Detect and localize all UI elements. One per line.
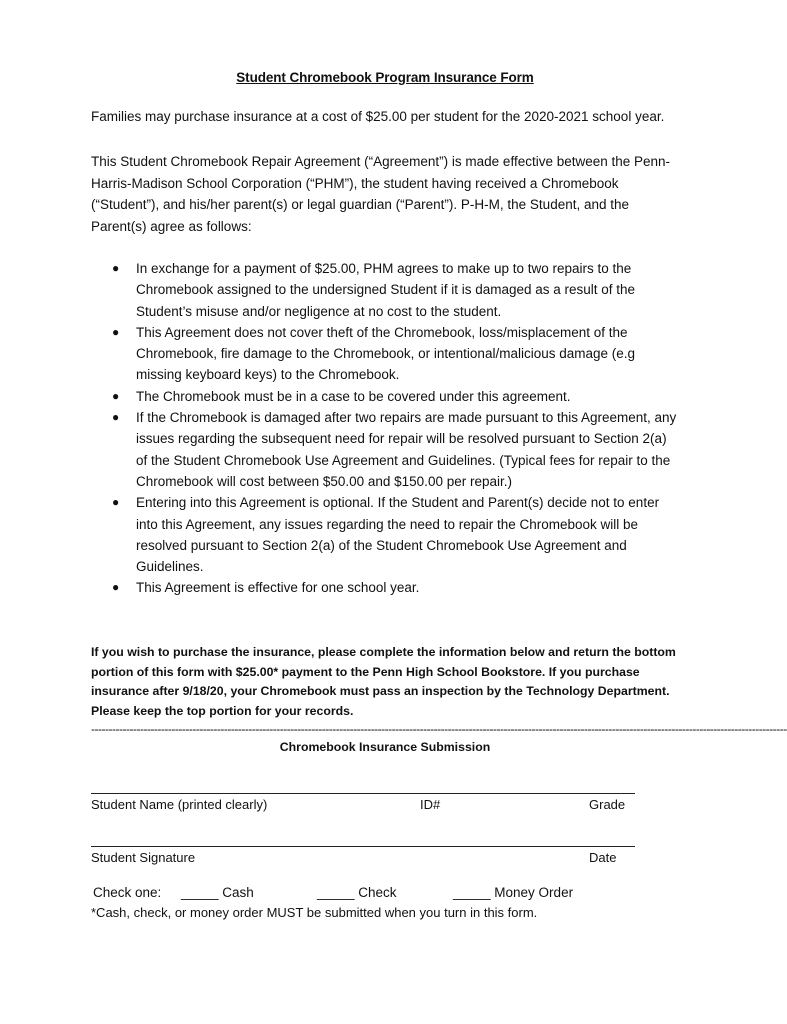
money-order-option[interactable]: _____ Money Order	[453, 885, 574, 900]
bullet-icon: ●	[112, 388, 120, 403]
term-text: This Agreement is effective for one school year.	[136, 580, 420, 596]
list-item	[91, 492, 681, 577]
bullet-icon: ●	[112, 324, 120, 339]
list-item	[91, 386, 681, 407]
agreement-paragraph: This Student Chromebook Repair Agreement (“Agreement”) is made effective between the Penn-Harris-Madison School Corporation (“PHM”), the student having received a Chromebook (“Student”), and his/her parent(s) or legal guardian (“Parent”). P-H-M, the Student, and the Parent(s) agree as follows:	[91, 154, 671, 234]
bullet-icon: ●	[112, 410, 120, 425]
cash-option[interactable]: _____ Cash	[181, 885, 254, 900]
term-text: This Agreement does not cover theft of the Chromebook, loss/misplacement of the Chromebook, fire damage to the Chromebook, or intentional/malicious damage (e.g missing keyboard keys) to the Chromebook.	[136, 324, 636, 383]
date-label: Date	[589, 850, 617, 865]
list-item	[91, 577, 681, 598]
term-text: Entering into this Agreement is optional. If the Student and Parent(s) decide not to enter into this Agreement, any issues regarding the need to repair the Chromebook will be resolved pursuant to Section 2(a) of the Student Chromebook Use Agreement and Guidelines.	[136, 495, 660, 575]
list-item	[91, 407, 681, 492]
student-name-line[interactable]	[91, 793, 635, 794]
form-title: Student Chromebook Program Insurance Form	[236, 70, 534, 85]
bullet-icon: ●	[112, 261, 120, 275]
grade-label: Grade	[589, 797, 626, 812]
bullet-icon: ●	[112, 580, 120, 595]
student-name-label: Student Name (printed clearly)	[91, 797, 268, 812]
submission-title: Chromebook Insurance Submission	[279, 740, 491, 754]
purchase-instructions: If you wish to purchase the insurance, please complete the information below and return the bottom portion of this form with $25.00* payment to the Penn High School Bookstore. If you purchase insurance after 9/18/20, your Chromebook must pass an inspection by the Technology Department. Please keep the top portion for your records.	[91, 645, 676, 718]
signature-label: Student Signature	[91, 850, 196, 865]
list-item	[91, 258, 681, 322]
bullet-icon: ●	[112, 495, 120, 510]
check-option[interactable]: _____ Check	[317, 885, 397, 900]
term-text: If the Chromebook is damaged after two repairs are made pursuant to this Agreement, any issues regarding the subsequent need for repair will be resolved pursuant to Section 2(a) of the Student Chromebook Use Agreement and Guidelines. (Typical fees for repair to the Chromebook will cost between $50.00 and $150.00 per repair.)	[136, 410, 677, 489]
intro-text: Families may purchase insurance at a cost of $25.00 per student for the 2020-2021 school year.	[91, 109, 665, 124]
cut-line-divider: -------------------------------------------------------------------------------------------------------------------------------------------------------------------------------------------------------	[91, 722, 787, 736]
payment-note: *Cash, check, or money order MUST be submitted when you turn in this form.	[91, 905, 538, 920]
id-label: ID#	[420, 797, 441, 812]
agreement-terms-list	[91, 258, 681, 599]
term-text: In exchange for a payment of $25.00, PHM agrees to make up to two repairs to the Chromebook assigned to the undersigned Student if it is damaged as a result of the Student’s misuse and/or negligence at no cost to the student.	[136, 261, 636, 319]
list-item	[91, 322, 681, 386]
term-text: The Chromebook must be in a case to be covered under this agreement.	[136, 388, 571, 404]
check-one-label: Check one:	[93, 885, 162, 900]
signature-line[interactable]	[91, 846, 635, 847]
